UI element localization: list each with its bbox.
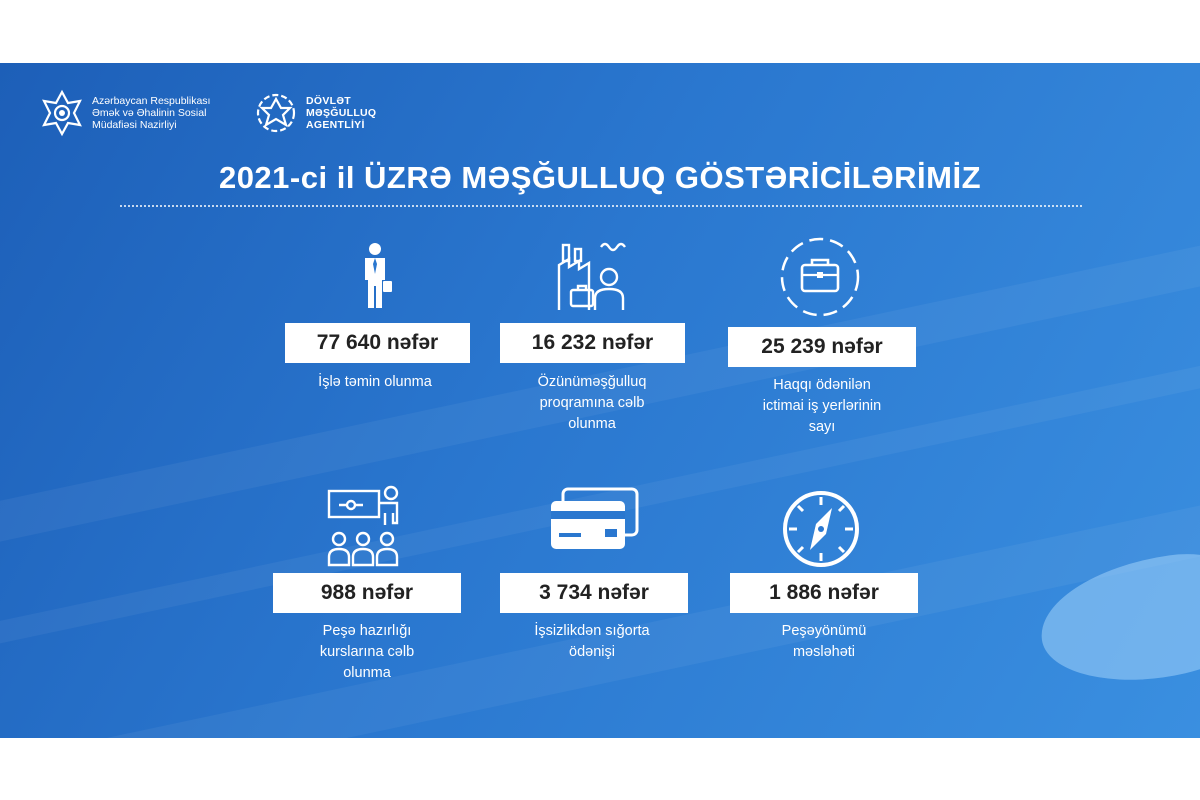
ministry-emblem-icon bbox=[38, 89, 86, 137]
stat-label: İşlə təmin olunma bbox=[318, 374, 432, 390]
infographic-banner bbox=[0, 63, 1200, 738]
compass-icon bbox=[780, 488, 862, 570]
stat-label: İşsizlikdən sığorta ödənişi bbox=[534, 623, 650, 660]
stat-value: 988 nəfər bbox=[273, 573, 461, 613]
agency-name: DÖVLƏT MƏŞĞULLUQ AGENTLİYİ bbox=[306, 95, 377, 131]
businessman-icon bbox=[355, 241, 395, 311]
ministry-name: Azərbaycan Respublikası Əmək və Əhalinin Sosial Müdafiəsi Nazirliyi bbox=[92, 95, 211, 131]
stat-value: 3 734 nəfər bbox=[500, 573, 688, 613]
factory-worker-icon bbox=[553, 235, 633, 315]
stat-value: 1 886 nəfər bbox=[730, 573, 918, 613]
payment-cards-icon bbox=[547, 483, 643, 555]
stat-label: Özünüməşğulluq proqramına cəlb olunma bbox=[537, 374, 647, 432]
stat-value: 16 232 nəfər bbox=[500, 323, 685, 363]
agency-emblem-icon bbox=[252, 89, 300, 137]
stat-label: Haqqı ödənilən ictimai iş yerlərinin sayı bbox=[762, 377, 882, 435]
title-divider bbox=[120, 205, 1082, 207]
page-title: 2021-ci il ÜZRƏ MƏŞĞULLUQ GÖSTƏRİCİLƏRİMİZ bbox=[218, 160, 982, 195]
ministry-logo bbox=[38, 89, 210, 137]
agency-logo bbox=[252, 89, 376, 137]
stat-label: Peşə hazırlığı kurslarına cəlb olunma bbox=[319, 623, 415, 681]
briefcase-icon bbox=[778, 235, 862, 319]
stat-value: 25 239 nəfər bbox=[728, 327, 916, 367]
stat-value: 77 640 nəfər bbox=[285, 323, 470, 363]
training-class-icon bbox=[325, 483, 411, 569]
stat-label: Peşəyönümü məsləhəti bbox=[781, 623, 867, 660]
